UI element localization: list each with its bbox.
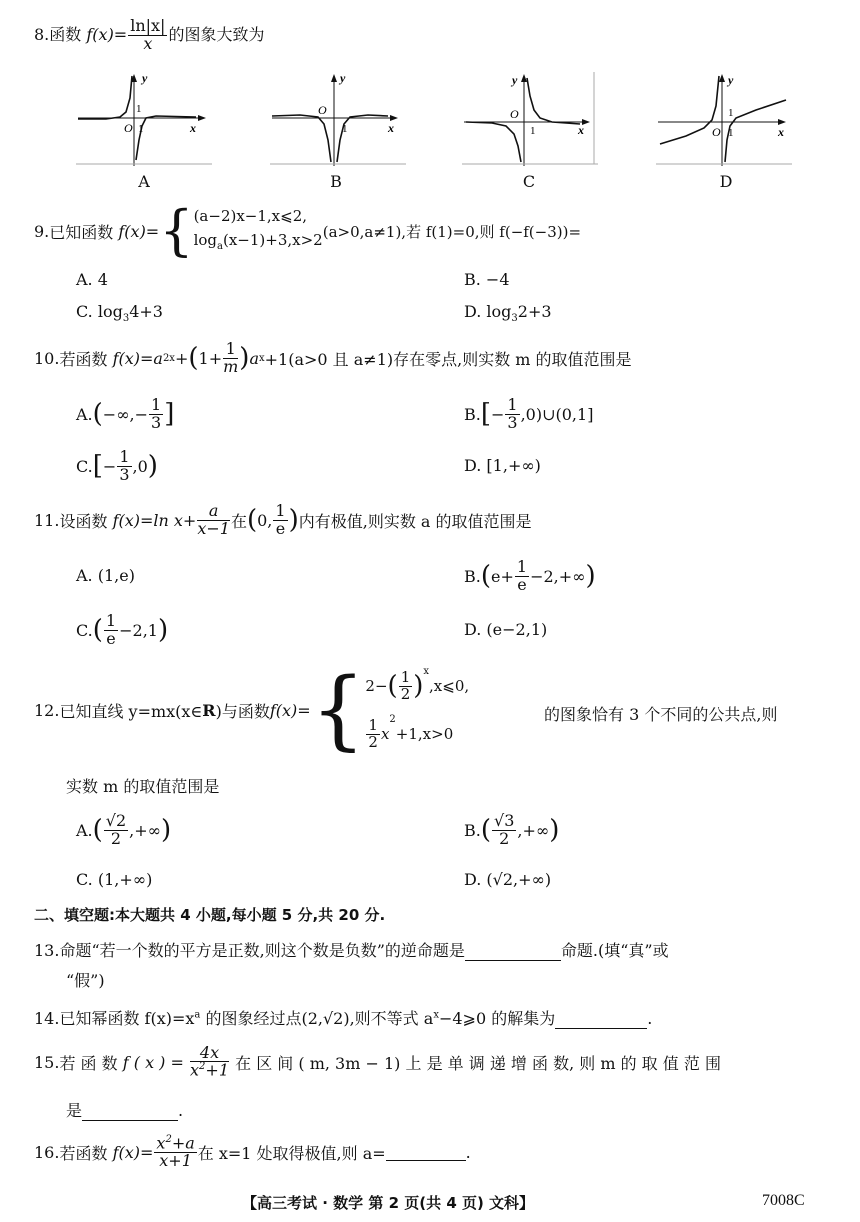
q13-line-1 <box>34 938 669 961</box>
q16-frac-num <box>154 1132 196 1153</box>
y-arrow-icon <box>331 74 337 82</box>
q10-option-d[interactable]: D. [1,+∞) <box>464 456 541 475</box>
q16-frac-num-x: x <box>156 1132 166 1152</box>
q14-sup2: x <box>433 1009 439 1021</box>
label-x: x <box>778 125 784 139</box>
q12-opt-b-b: ,+∞ <box>517 820 550 840</box>
q13-line-2: “假”) <box>66 971 105 990</box>
q12-opt-b-rparen: ) <box>549 815 560 845</box>
label-x: x <box>388 121 394 135</box>
q10-opt-c-rparen: ) <box>147 451 158 481</box>
q8-text-b: 的图象大致为 <box>168 24 265 44</box>
q11-rparen: ) <box>288 505 299 535</box>
q12-R: R <box>202 700 216 720</box>
x-arrow-icon <box>198 115 206 121</box>
q10-frac-num: 1 <box>223 341 238 359</box>
q11-option-c[interactable] <box>76 608 168 652</box>
q8-graph-a <box>76 70 212 170</box>
q11-opt-c-frac <box>104 610 118 648</box>
q11-opt-c-b: −2,1 <box>119 620 158 640</box>
q15-tail: 在 区 间 ( m, 3m − 1) 上 是 单 调 递 增 函 数, 则 m 的 取 值 范 围 <box>235 1053 721 1073</box>
q12-opt-b-frac <box>492 810 516 848</box>
q12-option-a[interactable] <box>76 808 171 852</box>
q10-opt-a-fn: 1 <box>151 394 162 414</box>
q10-opt-b-in: − <box>491 404 505 424</box>
q8-label-d: D <box>719 172 733 191</box>
q12-case-2-sup: 2 <box>389 714 396 725</box>
q12-text-b: )与函数 <box>215 701 270 721</box>
q9-brace: { <box>159 199 194 262</box>
q10-opt-c-fn: 1 <box>119 446 130 466</box>
q15-frac-den-sup: 2 <box>199 1061 206 1073</box>
q10-stem <box>34 336 632 380</box>
q14-text-a: 已知幂函数 f(x)=x <box>59 1009 195 1028</box>
q9-option-c-sub: 3 <box>122 313 130 325</box>
label-1-y: 1 <box>136 103 142 115</box>
q12-brace: { <box>310 660 366 760</box>
q12-case-1-rparen: ) <box>413 671 424 701</box>
q14-text-b: 的图象经过点(2,√2),则不等式 a <box>200 1009 434 1028</box>
q12-opt-b-pre: B. <box>464 820 481 840</box>
label-x: x <box>190 121 196 135</box>
label-o: O <box>510 107 519 121</box>
q12-case-2-fn: 1 <box>368 715 378 734</box>
curve-right <box>136 116 196 160</box>
q10-frac-den: m <box>223 356 239 376</box>
curve-right <box>725 100 786 162</box>
q15-line-2-text: 是 <box>66 1101 83 1120</box>
q12-cases <box>365 662 469 758</box>
q8-graph-d <box>656 70 792 170</box>
q10-opt-a-lparen: ( <box>92 399 103 429</box>
q8-frac-num: ln|x| <box>130 16 166 35</box>
q8-stem <box>34 18 264 53</box>
q11-opt-c-lparen: ( <box>92 615 103 645</box>
q16-frac-num-sup: 2 <box>165 1133 172 1145</box>
q12-line-2: 实数 m 的取值范围是 <box>66 777 220 796</box>
q16-answer-blank[interactable] <box>386 1144 466 1161</box>
q14-text-c: −4⩾0 的解集为 <box>438 1009 556 1028</box>
q12-case-2-frac <box>366 715 380 751</box>
q12-opt-a-lparen: ( <box>92 815 103 845</box>
q12-case-1-frac <box>399 667 413 703</box>
q8-number: 8. <box>34 24 50 44</box>
q9-condition: (a>0,a≠1),若 f(1)=0,则 f(−f(−3))= <box>322 222 582 241</box>
q9-case-2 <box>194 228 323 259</box>
y-arrow-icon <box>521 74 527 82</box>
q15-line-2 <box>66 1098 183 1121</box>
q11-opt-c-rparen: ) <box>157 615 169 645</box>
q10-opt-b-fd: 3 <box>507 412 518 432</box>
q10-opt-a-pre: A. <box>76 404 93 424</box>
q9-option-c[interactable] <box>76 302 163 324</box>
q11-opt-c-pre: C. <box>76 620 93 640</box>
q8-graph-c <box>462 70 598 170</box>
label-1: 1 <box>728 127 734 139</box>
q12-case-1-a: 2− <box>365 677 388 695</box>
q15-frac-den-x: x <box>190 1060 200 1080</box>
q15-frac-den <box>190 1062 229 1079</box>
q9-option-d-log: D. log <box>464 302 512 321</box>
q10-opt-c-rest: ,0 <box>132 456 148 476</box>
q11-opt-b-b: −2,+∞ <box>530 566 586 586</box>
curve-left <box>78 76 132 119</box>
q11-opt-b-fn: 1 <box>516 556 528 576</box>
section-2-heading: 二、填空题:本大题共 4 小题,每小题 5 分,共 20 分. <box>34 906 386 924</box>
q9-option-a[interactable]: A. 4 <box>76 270 108 289</box>
q9-cases <box>194 204 323 259</box>
q11-in: 在 <box>230 511 247 531</box>
q11-lparen: ( <box>246 505 258 535</box>
q10-sup1: 2x <box>162 352 175 364</box>
label-1: 1 <box>530 125 536 137</box>
q12-case-1-b: ,x⩽0, <box>429 677 470 695</box>
q11-opt-b-a: e+ <box>491 566 514 586</box>
q10-rparen: ) <box>239 343 250 373</box>
q13-number: 13. <box>34 941 60 960</box>
q15-fn: f ( x ) = <box>122 1052 184 1072</box>
q10-opt-c-lbracket: [ <box>92 451 103 481</box>
label-1-y: 1 <box>728 107 734 119</box>
q15-frac <box>190 1042 230 1080</box>
q14-answer-blank[interactable] <box>555 1012 647 1029</box>
q11-opt-b-pre: B. <box>464 566 481 586</box>
q12-option-b[interactable] <box>464 808 559 852</box>
q8-label-c: C <box>522 172 536 191</box>
q10-opt-a-fd: 3 <box>151 412 162 432</box>
q12-text-a: 已知直线 y=mx(x∈ <box>59 701 203 721</box>
q12-option-d[interactable]: D. (√2,+∞) <box>464 870 552 889</box>
q8-frac-den: x <box>143 33 153 53</box>
label-o: O <box>712 125 721 139</box>
q14-number: 14. <box>34 1009 60 1028</box>
q16-frac-den: x+1 <box>159 1150 192 1170</box>
q9-option-b[interactable]: B. −4 <box>464 270 510 289</box>
q11-opt-b-frac <box>515 556 529 594</box>
q10-option-c[interactable] <box>76 444 158 488</box>
q8-text-a: 函数 <box>49 24 82 44</box>
q9-option-d[interactable] <box>464 302 552 324</box>
q12-opt-a-frac <box>104 810 128 848</box>
q10-option-b[interactable] <box>464 392 593 436</box>
q9-case-2-sub: a <box>217 240 223 252</box>
q11-frac <box>197 500 230 538</box>
curve-left <box>466 122 521 162</box>
q8-label-a: A <box>138 172 150 191</box>
q9-case-2-log: log <box>193 230 218 249</box>
q8-fraction <box>128 18 167 53</box>
q12-case-1-fd: 2 <box>400 684 411 703</box>
q11-opt-b-fd: e <box>517 574 527 594</box>
q15-frac-num: 4x <box>190 1045 229 1063</box>
q16-fn: f(x)= <box>112 1142 154 1162</box>
q10-opt-c-frac <box>117 446 131 484</box>
q12-opt-a-rparen: ) <box>161 815 172 845</box>
q11-stem <box>34 498 532 542</box>
q12-case-1-lparen: ( <box>387 671 398 701</box>
q12-case-2-fd: 2 <box>368 732 378 751</box>
q10-sup2: x <box>258 352 265 364</box>
q16-frac-num-b: +a <box>171 1132 195 1152</box>
label-x: x <box>578 123 584 137</box>
q11-opt-c-fn: 1 <box>105 610 117 630</box>
q10-opt-c-fd: 3 <box>119 464 130 484</box>
q11-frac-den: x−1 <box>197 518 230 538</box>
q12-opt-b-fn: √3 <box>494 810 515 830</box>
q10-opt-a-in: −∞,− <box>102 404 149 424</box>
q9-number: 9. <box>34 221 50 241</box>
q16-line <box>34 1130 471 1174</box>
q12-case-2 <box>365 710 469 758</box>
curve-right <box>527 78 580 124</box>
q12-case-2-c: +1,x>0 <box>395 725 454 743</box>
q11-option-a[interactable]: A. (1,e) <box>76 566 135 585</box>
curve-left <box>272 115 331 162</box>
q11-int-a: 0, <box>257 510 273 530</box>
q10-one-plus: 1+ <box>198 348 223 368</box>
label-o: O <box>124 121 133 135</box>
q9-text-a: 已知函数 <box>49 222 114 242</box>
q11-option-d[interactable]: D. (e−2,1) <box>464 620 548 639</box>
q10-opt-c-pre: C. <box>76 456 93 476</box>
q13-text-a: 命题“若一个数的平方是正数,则这个数是负数”的逆命题是 <box>59 941 465 960</box>
q10-opt-b-pre: B. <box>464 404 481 424</box>
q11-text-a: 设函数 <box>59 511 108 531</box>
q11-opt-c-fd: e <box>106 628 116 648</box>
q9-case-2-rest: (x−1)+3,x>2 <box>222 230 323 249</box>
q11-fn: f(x)=ln x+ <box>112 510 197 530</box>
footer-title: 【高三考试 · 数学 第 2 页(共 4 页) 文科】 <box>242 1194 535 1212</box>
q10-opt-a-frac <box>149 394 163 432</box>
q13-answer-blank[interactable] <box>465 944 561 961</box>
q15-line-1 <box>34 1040 721 1084</box>
q12-tail: 的图象恰有 3 个不同的公共点,则 <box>544 705 778 724</box>
q13-text-b: 命题.(填“真”或 <box>560 941 669 960</box>
q14-line <box>34 1006 652 1029</box>
q12-case-2-x: x <box>380 725 390 743</box>
curve-left <box>660 76 719 144</box>
q10-text-a: 若函数 <box>59 349 108 369</box>
q11-number: 11. <box>34 510 60 530</box>
q10-frac <box>223 338 239 376</box>
q9-option-d-sub: 3 <box>511 313 518 325</box>
q12-opt-a-fd: 2 <box>110 828 122 848</box>
q11-int-frac <box>273 500 287 538</box>
q10-number: 10. <box>34 348 60 368</box>
footer-code: 7008C <box>762 1192 805 1209</box>
q9-option-c-rest: 4+3 <box>129 302 163 321</box>
q12-opt-b-lparen: ( <box>480 815 491 845</box>
q10-option-a[interactable] <box>76 392 174 436</box>
q15-text-a: 若 函 数 <box>59 1053 118 1073</box>
y-arrow-icon <box>719 74 725 82</box>
q9-option-d-rest: 2+3 <box>517 302 552 321</box>
q16-frac <box>154 1132 196 1170</box>
q8-graph-b <box>270 70 406 170</box>
q10-a: a <box>249 348 259 368</box>
label-y: y <box>512 73 518 87</box>
q10-lparen: ( <box>188 343 199 373</box>
q15-number: 15. <box>34 1052 60 1072</box>
q12-case-1 <box>365 662 469 710</box>
q15-frac-den-b: +1 <box>205 1060 230 1080</box>
q11-frac-num: a <box>197 503 230 521</box>
q11-opt-b-lparen: ( <box>480 561 491 591</box>
q11-tail: 内有极值,则实数 a 的取值范围是 <box>298 511 532 531</box>
q9-case-1: (a−2)x−1,x⩽2, <box>193 206 308 225</box>
q14-end: . <box>647 1009 653 1028</box>
q12-stem <box>34 662 469 758</box>
q12-case-1-sup: x <box>423 666 430 677</box>
q12-fn: f(x)= <box>269 700 311 720</box>
label-y: y <box>728 73 734 87</box>
q10-opt-b-fn: 1 <box>507 394 518 414</box>
q12-option-c[interactable]: C. (1,+∞) <box>76 870 153 889</box>
q9-option-c-log: C. log <box>76 302 123 321</box>
q12-opt-a-b: ,+∞ <box>129 820 161 840</box>
label-1: 1 <box>342 123 348 135</box>
q16-tail: 在 x=1 处取得极值,则 a= <box>197 1143 386 1163</box>
q10-opt-a-rbracket: ] <box>164 399 175 429</box>
q8-label-b: B <box>330 172 342 191</box>
q11-int-fd: e <box>275 518 286 538</box>
q11-option-b[interactable] <box>464 554 596 598</box>
label-1: 1 <box>138 123 144 135</box>
q8-function: f(x)= <box>86 24 128 44</box>
label-o: O <box>318 103 327 117</box>
q16-number: 16. <box>34 1142 60 1162</box>
q10-opt-b-frac <box>505 394 519 432</box>
q16-text-a: 若函数 <box>59 1143 108 1163</box>
q16-end: . <box>465 1142 471 1162</box>
q15-end: . <box>178 1101 184 1120</box>
q10-fn: f(x)=a <box>112 348 163 368</box>
q12-case-1-fn: 1 <box>400 667 411 686</box>
q11-int-fn: 1 <box>275 500 286 520</box>
q11-opt-b-rparen: ) <box>585 561 596 591</box>
q15-answer-blank[interactable] <box>82 1104 178 1121</box>
q10-opt-b-lbracket: [ <box>480 399 491 429</box>
q10-opt-c-in: − <box>102 456 117 476</box>
q12-number: 12. <box>34 700 60 720</box>
label-y: y <box>340 71 346 85</box>
q10-tail: +1(a>0 且 a≠1)存在零点,则实数 m 的取值范围是 <box>264 349 632 369</box>
q12-opt-b-fd: 2 <box>499 828 510 848</box>
q12-opt-a-pre: A. <box>76 820 93 840</box>
q10-opt-b-rest: ,0)∪(0,1] <box>520 404 594 424</box>
q12-opt-a-fn: √2 <box>105 810 127 830</box>
q10-plus: + <box>174 348 189 368</box>
label-y: y <box>142 71 148 85</box>
q9-stem <box>34 199 582 262</box>
q9-function: f(x)= <box>118 221 160 241</box>
q14-sup1: a <box>194 1009 201 1021</box>
